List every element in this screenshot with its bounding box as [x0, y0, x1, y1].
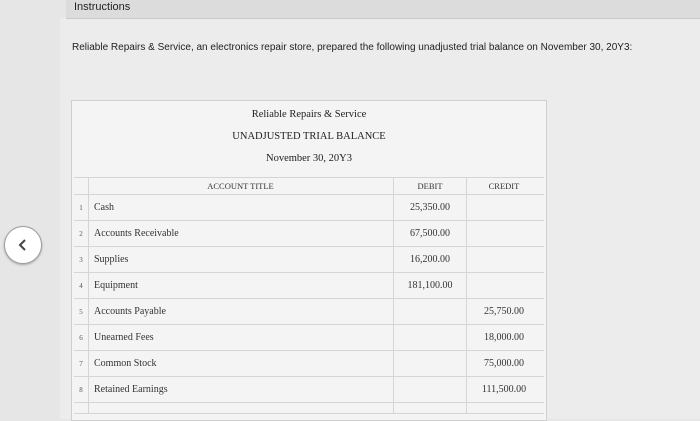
- table-row: [74, 403, 544, 414]
- row-number: 2: [74, 221, 89, 246]
- account-title-cell[interactable]: Supplies: [88, 247, 394, 272]
- previous-button[interactable]: [4, 226, 42, 264]
- debit-cell[interactable]: [394, 351, 467, 376]
- credit-header: CREDIT: [488, 181, 520, 191]
- row-number: [74, 403, 89, 413]
- credit-cell[interactable]: 18,000.00: [484, 332, 524, 343]
- debit-cell[interactable]: 25,350.00: [394, 195, 467, 220]
- row-number: 6: [74, 325, 89, 350]
- credit-cell[interactable]: 75,000.00: [484, 358, 524, 369]
- account-title-cell[interactable]: Equipment: [88, 273, 394, 298]
- debit-cell[interactable]: [394, 299, 467, 324]
- credit-cell[interactable]: [466, 195, 542, 220]
- debit-cell[interactable]: [394, 377, 467, 402]
- chevron-left-icon: [15, 237, 31, 253]
- row-number: 8: [74, 377, 89, 402]
- table-row: [74, 247, 544, 273]
- debit-cell[interactable]: 16,200.00: [394, 247, 467, 272]
- table-header-row: [74, 178, 544, 195]
- statement-title: UNADJUSTED TRIAL BALANCE: [232, 131, 386, 142]
- account-title-cell[interactable]: Retained Earnings: [88, 377, 394, 402]
- credit-cell[interactable]: [466, 247, 542, 272]
- table-row: [74, 195, 544, 221]
- table-row: [74, 351, 544, 377]
- table-row: [74, 325, 544, 351]
- table-row: [74, 377, 544, 403]
- credit-cell[interactable]: [466, 221, 542, 246]
- debit-cell[interactable]: 181,100.00: [394, 273, 467, 298]
- table-row: [74, 299, 544, 325]
- num-header: [74, 178, 89, 194]
- debit-cell[interactable]: 67,500.00: [394, 221, 467, 246]
- instructions-tab-bar: [66, 0, 700, 19]
- row-number: 7: [74, 351, 89, 376]
- trial-balance-table: [74, 177, 544, 414]
- debit-cell[interactable]: [394, 325, 467, 350]
- company-name: Reliable Repairs & Service: [251, 109, 367, 120]
- debit-header: DEBIT: [394, 178, 467, 194]
- account-title-header: ACCOUNT TITLE: [88, 178, 394, 194]
- row-number: 1: [74, 195, 89, 220]
- account-title-cell[interactable]: Accounts Receivable: [88, 221, 394, 246]
- credit-cell[interactable]: 25,750.00: [484, 306, 524, 317]
- row-number: 3: [74, 247, 89, 272]
- table-row: [74, 221, 544, 247]
- instructions-text: Reliable Repairs & Service, an electronics repair store, prepared the following unadjusted trial balance on November 30, 20Y3:: [72, 42, 633, 53]
- table-row: [74, 273, 544, 299]
- account-title-cell[interactable]: Unearned Fees: [88, 325, 394, 350]
- statement-date: November 30, 20Y3: [265, 153, 353, 164]
- instructions-tab[interactable]: Instructions: [74, 1, 131, 13]
- debit-cell[interactable]: [394, 403, 467, 413]
- sheet-heading: [72, 101, 546, 170]
- account-title-cell[interactable]: Common Stock: [88, 351, 394, 376]
- account-title-cell[interactable]: [88, 403, 394, 413]
- credit-cell[interactable]: [466, 403, 542, 413]
- credit-cell[interactable]: [466, 273, 542, 298]
- account-title-cell[interactable]: Cash: [88, 195, 394, 220]
- account-title-cell[interactable]: Accounts Payable: [88, 299, 394, 324]
- row-number: 5: [74, 299, 89, 324]
- credit-cell[interactable]: 111,500.00: [481, 384, 527, 395]
- row-number: 4: [74, 273, 89, 298]
- trial-balance-sheet: [71, 100, 547, 421]
